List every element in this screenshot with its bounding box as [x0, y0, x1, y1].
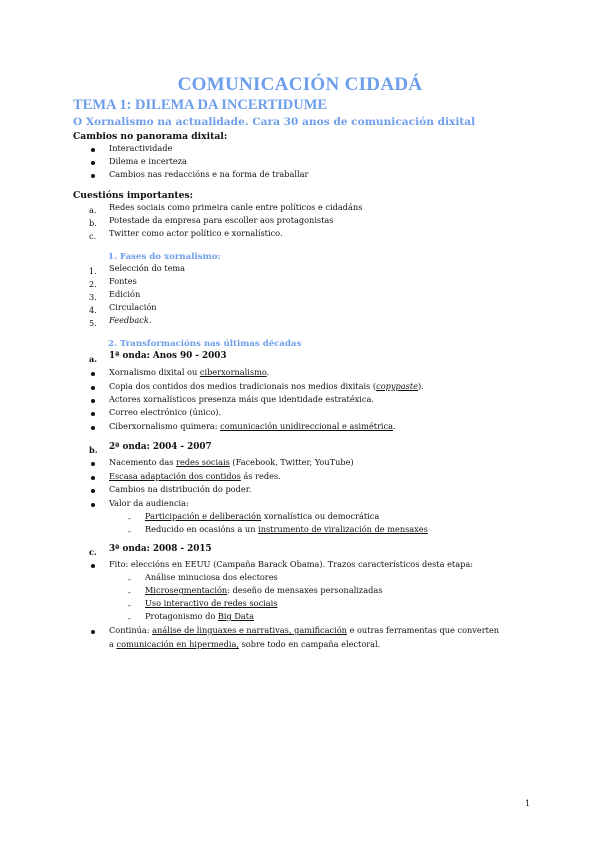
list-marker: 4. [89, 305, 97, 315]
onda2-heading: 2ª onda: 2004 - 2007 [109, 442, 212, 452]
list-item: Circulación [109, 302, 157, 312]
list-item: Redes sociais como primeira canle entre políticos e cidadáns [109, 202, 363, 212]
list-item [109, 366, 269, 380]
bullet-icon [91, 564, 95, 568]
text: Nacemento das [109, 457, 177, 467]
sub-list-item [145, 510, 379, 524]
underlined-text: comunicación unidireccional e asimétrica [220, 421, 393, 431]
list-marker: 3. [89, 292, 97, 302]
sub-list-item [145, 610, 254, 624]
bullet-icon [91, 503, 95, 507]
dash-marker: - [128, 513, 131, 523]
bullet-icon [91, 412, 95, 416]
page-number: 1 [525, 799, 531, 808]
underlined-text: Microsegmentación [145, 585, 228, 595]
bullet-icon [91, 386, 95, 390]
list-item [109, 624, 499, 638]
dash-marker: - [128, 574, 131, 584]
dash-marker: - [128, 600, 131, 610]
list-item [109, 380, 424, 394]
bullet-icon [91, 372, 95, 376]
cambios-heading: Cambios no panorama dixital: [73, 131, 228, 142]
list-marker: 2. [89, 279, 97, 289]
list-item: Edición [109, 289, 141, 299]
list-marker: b. [89, 218, 97, 228]
text: . [393, 421, 396, 431]
bullet-icon [91, 161, 95, 165]
text: ). [417, 381, 424, 391]
list-item: Correo electrónico (único). [109, 407, 222, 417]
text: Xornalismo dixital ou [109, 367, 200, 377]
text: Copia dos contidos dos medios tradicionais nos medios dixitais ( [109, 381, 377, 391]
list-marker: 1. [89, 266, 97, 276]
cuestions-heading: Cuestións importantes: [73, 190, 194, 201]
text: Reducido en ocasións a un [145, 524, 259, 534]
underlined-text: análise de linguaxes e narrativas, gamificación [152, 625, 347, 635]
sub-list-item: Uso interactivo de redes sociais [145, 598, 278, 608]
list-item: Valor da audiencia: [109, 498, 189, 508]
onda1-heading: 1ª onda: Anos 90 - 2003 [109, 351, 227, 361]
text: e outras ferramentas que converten [346, 625, 500, 635]
bullet-icon [91, 399, 95, 403]
text: . [266, 367, 270, 377]
list-item [109, 470, 281, 484]
list-item [109, 420, 396, 434]
transformacions-heading: 2. Transformacións nas últimas décadas [108, 339, 302, 349]
list-item: Fito: eleccións en EEUU (Campaña Barack Obama). Trazos característicos desta etapa: [109, 559, 473, 569]
bullet-icon [91, 462, 95, 466]
list-item: Cambios nas redaccións e na forma de traballar [109, 169, 309, 179]
topic-heading: TEMA 1: DILEMA DA INCERTIDUME [73, 97, 328, 113]
underlined-text: copypaste [376, 381, 418, 391]
sub-list-item [145, 523, 428, 537]
bullet-icon [91, 476, 95, 480]
text: Ciberxornalismo quimera: [109, 421, 221, 431]
sub-list-item: Análise minuciosa dos electores [145, 572, 278, 582]
underlined-text: Participación e deliberación [145, 511, 262, 521]
list-item: Potestade da empresa para escoller aos protagonistas [109, 215, 334, 225]
list-item: Interactividade [109, 143, 173, 153]
text: : deseño de mensaxes personalizadas [227, 585, 383, 595]
list-marker: a. [89, 205, 97, 215]
underlined-text: Escasa adaptación dos contidos [109, 471, 241, 481]
text: a [109, 639, 117, 649]
dash-marker: - [128, 613, 131, 623]
list-marker: 5. [89, 318, 97, 328]
list-item: Feedback. [109, 315, 152, 325]
text: ás redes. [240, 471, 281, 481]
underlined-text: comunicación en hipermedia, [116, 639, 239, 649]
list-marker: c. [89, 231, 97, 241]
bullet-icon [91, 426, 95, 430]
subtitle-heading: O Xornalismo na actualidade. Cara 30 anos de comunicación dixital [73, 116, 476, 128]
text: Protagonismo do [145, 611, 218, 621]
fases-heading: 1. Fases do xornalismo: [108, 252, 221, 262]
bullet-icon [91, 174, 95, 178]
dash-marker: - [128, 526, 131, 536]
underlined-text: instrumento de viralización de mensaxes [258, 524, 428, 534]
list-item: Actores xornalísticos presenza máis que identidade estratéxica. [109, 394, 374, 404]
list-item: Fontes [109, 276, 137, 286]
underlined-text: redes sociais [176, 457, 230, 467]
bullet-icon [91, 148, 95, 152]
sub-list-item [145, 584, 382, 598]
bullet-icon [91, 630, 95, 634]
list-item: Dilema e incerteza [109, 156, 187, 166]
text: sobre todo en campaña electoral. [238, 639, 381, 649]
list-marker: b. [89, 445, 98, 455]
bullet-icon [91, 489, 95, 493]
list-item: Twitter como actor político e xornalístico. [109, 228, 283, 238]
text: Continúa: [109, 625, 153, 635]
list-marker: a. [89, 354, 98, 364]
dash-marker: - [128, 587, 131, 597]
text: xornalística ou democrática [261, 511, 380, 521]
underlined-text: ciberxornalismo [199, 367, 267, 377]
document-title: COMUNICACIÓN CIDADÁ [177, 74, 423, 95]
onda3-heading: 3ª onda: 2008 - 2015 [109, 544, 212, 554]
list-item-continuation [109, 638, 380, 652]
list-marker: c. [89, 547, 97, 557]
underlined-text: Big Data [217, 611, 254, 621]
list-item: Cambios na distribución do poder. [109, 484, 252, 494]
list-item [109, 456, 354, 470]
list-item: Selección do tema [109, 263, 186, 273]
text: (Facebook, Twitter, YouTube) [229, 457, 354, 467]
